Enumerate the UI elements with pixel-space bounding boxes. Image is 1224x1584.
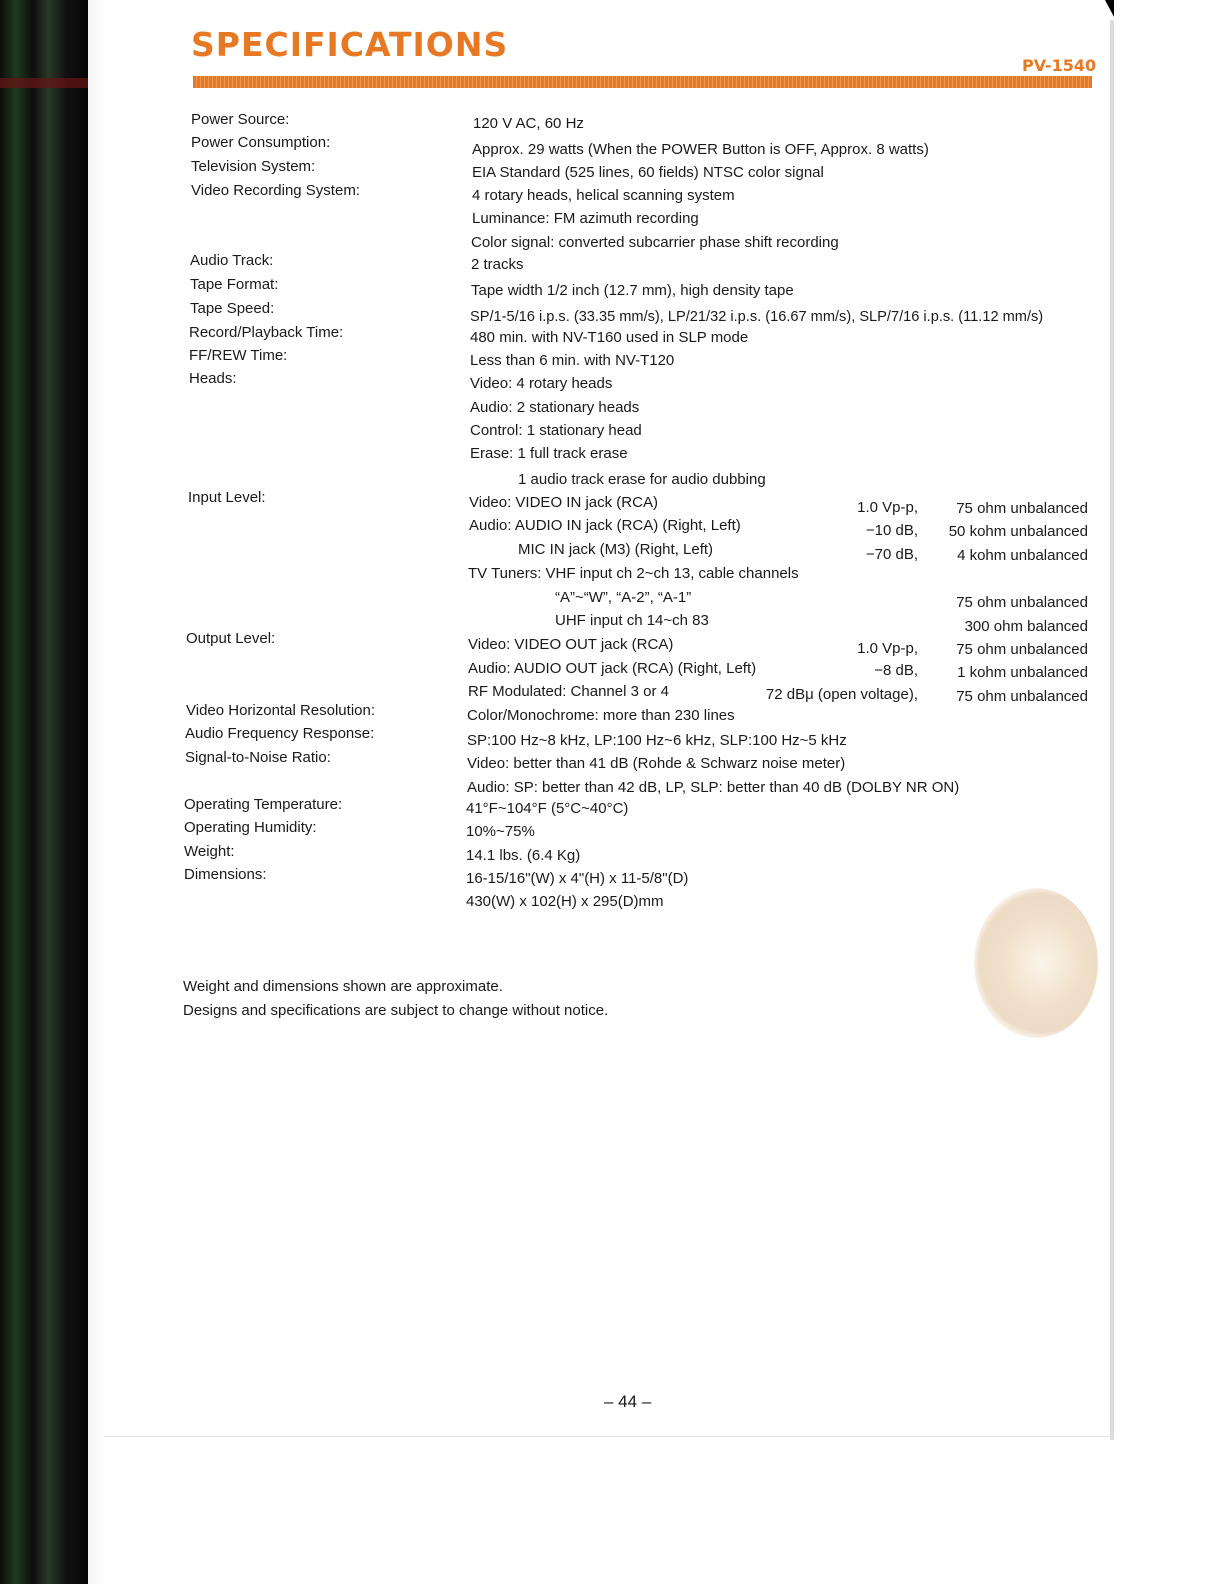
spec-label: Television System: (191, 158, 316, 175)
spec-label: Dimensions: (184, 866, 267, 883)
signal-level: 72 dBμ (open voltage), (765, 686, 918, 703)
spec-label: Video Recording System: (191, 182, 360, 199)
spec-value: Color/Monochrome: more than 230 lines (467, 707, 735, 724)
spec-value: Audio: AUDIO OUT jack (RCA) (Right, Left) (468, 660, 757, 677)
impedance-value: 75 ohm unbalanced (956, 500, 1088, 517)
spec-value: Audio: SP: better than 42 dB, LP, SLP: better than 40 dB (DOLBY NR ON) (467, 779, 960, 796)
impedance-value: 75 ohm unbalanced (956, 688, 1088, 705)
spec-value: 41°F~104°F (5°C~40°C) (466, 800, 629, 817)
impedance-value: 1 kohm unbalanced (957, 664, 1088, 681)
spec-value: Audio: AUDIO IN jack (RCA) (Right, Left) (469, 517, 741, 534)
spec-value: MIC IN jack (M3) (Right, Left) (518, 541, 714, 558)
spec-value: Video: VIDEO OUT jack (RCA) (468, 636, 674, 653)
spec-label: Tape Format: (190, 276, 279, 293)
title-rule (193, 76, 1092, 88)
page-title: SPECIFICATIONS (191, 25, 509, 64)
spec-label: Weight: (184, 843, 235, 860)
spec-value: 16-15/16"(W) x 4"(H) x 11-5/8"(D) (466, 870, 689, 887)
spec-label: Record/Playback Time: (189, 324, 344, 341)
spec-value: RF Modulated: Channel 3 or 4 (468, 683, 669, 700)
spec-value: UHF input ch 14~ch 83 (555, 612, 709, 629)
spec-label: Audio Frequency Response: (185, 725, 375, 742)
spec-value: 1 audio track erase for audio dubbing (518, 471, 766, 488)
spec-value: Luminance: FM azimuth recording (472, 210, 699, 227)
spec-value: Audio: 2 stationary heads (470, 399, 640, 416)
spec-value: Approx. 29 watts (When the POWER Button is OFF, Approx. 8 watts) (472, 141, 929, 158)
spec-value: 120 V AC, 60 Hz (473, 115, 584, 132)
spec-label: Audio Track: (190, 252, 274, 269)
spec-value: Video: 4 rotary heads (470, 375, 613, 392)
spec-value: SP/1-5/16 i.p.s. (33.35 mm/s), LP/21/32 i.p.s. (16.67 mm/s), SLP/7/16 i.p.s. (11.12 mm/s) (470, 309, 1044, 325)
spec-label: Tape Speed: (190, 300, 275, 317)
spec-value: Erase: 1 full track erase (470, 445, 628, 462)
signal-level: −70 dB, (865, 546, 918, 563)
spec-label: Output Level: (186, 630, 276, 647)
spec-value: Less than 6 min. with NV-T120 (470, 352, 675, 369)
spec-value: “A”~“W”, “A-2”, “A-1” (555, 589, 692, 606)
spec-value: 480 min. with NV-T160 used in SLP mode (470, 329, 749, 346)
page-number: – 44 – (604, 1392, 652, 1411)
paper-stain (974, 888, 1098, 1038)
spec-value: 4 rotary heads, helical scanning system (472, 187, 735, 204)
model-number: PV-1540 (1022, 56, 1097, 75)
spec-value: Video: better than 41 dB (Rohde & Schwarz noise meter) (467, 755, 846, 772)
scan-binding-edge (0, 0, 88, 1584)
signal-level: −10 dB, (865, 522, 918, 539)
binding-mark (0, 78, 88, 88)
spec-value: 10%~75% (466, 823, 535, 840)
page-right-edge (1110, 20, 1114, 1440)
impedance-value: 50 kohm unbalanced (948, 523, 1088, 540)
page-right-margin (1114, 0, 1224, 1584)
spec-value: Video: VIDEO IN jack (RCA) (469, 494, 658, 511)
signal-level: 1.0 Vp-p, (857, 499, 918, 516)
spec-label: Input Level: (188, 489, 266, 506)
spec-value: TV Tuners: VHF input ch 2~ch 13, cable channels (468, 565, 799, 582)
impedance-value: 300 ohm balanced (964, 618, 1088, 635)
signal-level: 1.0 Vp-p, (857, 640, 918, 657)
spec-value: Color signal: converted subcarrier phase shift recording (471, 234, 839, 251)
spec-value: Control: 1 stationary head (470, 422, 642, 439)
note-text: Weight and dimensions shown are approximate. (183, 978, 503, 995)
impedance-value: 75 ohm unbalanced (956, 594, 1088, 611)
spec-value: SP:100 Hz~8 kHz, LP:100 Hz~6 kHz, SLP:100 Hz~5 kHz (467, 732, 847, 749)
spec-label: Heads: (189, 370, 237, 387)
spec-value: 2 tracks (471, 256, 524, 273)
page-bottom-edge (104, 1436, 1114, 1437)
page-left-edge (88, 0, 104, 1584)
spec-label: Operating Temperature: (184, 796, 343, 813)
impedance-value: 4 kohm unbalanced (957, 547, 1088, 564)
note-text: Designs and specifications are subject to change without notice. (183, 1002, 609, 1019)
spec-label: FF/REW Time: (189, 347, 288, 364)
spec-value: Tape width 1/2 inch (12.7 mm), high density tape (471, 282, 794, 299)
spec-label: Signal-to-Noise Ratio: (185, 749, 331, 766)
spec-label: Operating Humidity: (184, 819, 317, 836)
spec-value: EIA Standard (525 lines, 60 fields) NTSC color signal (472, 164, 824, 181)
signal-level: −8 dB, (874, 662, 918, 679)
spec-value: 430(W) x 102(H) x 295(D)mm (466, 893, 664, 910)
spec-value: 14.1 lbs. (6.4 Kg) (466, 847, 581, 864)
impedance-value: 75 ohm unbalanced (956, 641, 1088, 658)
spec-label: Video Horizontal Resolution: (186, 702, 376, 719)
spec-label: Power Consumption: (191, 134, 331, 151)
spec-label: Power Source: (191, 111, 290, 128)
